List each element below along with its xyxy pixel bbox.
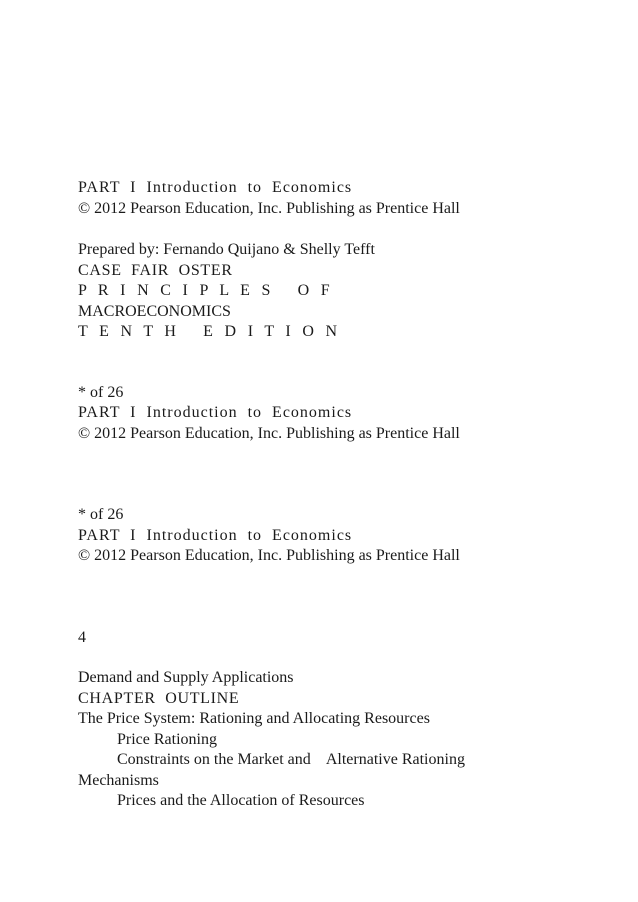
edition-line: T E N T H E D I T I O N [78, 323, 341, 340]
outline-heading: CHAPTER OUTLINE [78, 690, 240, 707]
chapter-number: 4 [78, 629, 86, 646]
part-heading: PART I Introduction to Economics [78, 527, 353, 544]
part-heading: PART I Introduction to Economics [78, 404, 353, 421]
outline-subitem: Price Rationing [117, 731, 217, 748]
outline-subitem: Prices and the Allocation of Resources [117, 792, 365, 809]
copyright-line: © 2012 Pearson Education, Inc. Publishing as Prentice Hall [78, 547, 460, 564]
title-principles-of: P R I N C I P L E S O F [78, 282, 334, 299]
part-heading: PART I Introduction to Economics [78, 179, 353, 196]
outline-subitem-continued: Mechanisms [78, 772, 159, 789]
prepared-by-line: Prepared by: Fernando Quijano & Shelly Tefft [78, 241, 375, 258]
outline-item: The Price System: Rationing and Allocating Resources [78, 710, 430, 727]
slide-count: * of 26 [78, 384, 124, 401]
chapter-title: Demand and Supply Applications [78, 669, 294, 686]
authors-line: CASE FAIR OSTER [78, 262, 233, 279]
copyright-line: © 2012 Pearson Education, Inc. Publishing as Prentice Hall [78, 200, 460, 217]
copyright-line: © 2012 Pearson Education, Inc. Publishing as Prentice Hall [78, 425, 460, 442]
outline-subitem: Constraints on the Market and Alternative Rationing [117, 751, 465, 768]
slide-count: * of 26 [78, 506, 124, 523]
title-macroeconomics: MACROECONOMICS [78, 303, 231, 320]
